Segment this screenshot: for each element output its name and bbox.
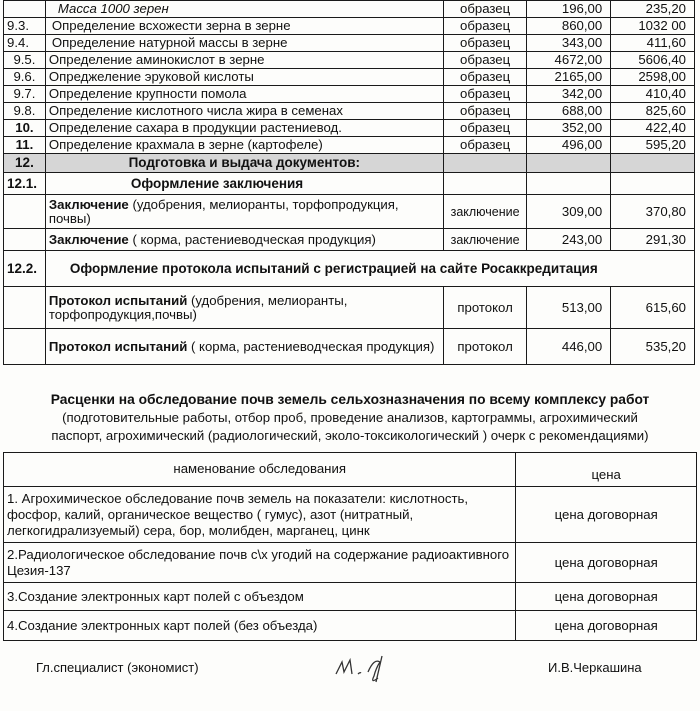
price-table (3, 0, 695, 365)
price-vat: 235,20 (611, 1, 695, 18)
paragraph-line: паспорт, агрохимический (радиологический, эколо-токсикологический ) очерк с рекомендациями) (51, 428, 649, 443)
survey-price: цена договорная (516, 611, 697, 641)
row-number: 9.7. (4, 86, 46, 103)
table-row (4, 69, 695, 86)
price-vat: 422,40 (611, 120, 695, 137)
unit: образец (443, 52, 527, 69)
column-header-price: цена (516, 453, 697, 487)
survey-pricing-paragraph (0, 391, 700, 445)
unit: протокол (443, 329, 527, 365)
service-name: Определение сахара в продукции растениевод. (45, 120, 443, 137)
section-row (4, 173, 695, 195)
unit: образец (443, 18, 527, 35)
row-number (4, 1, 46, 18)
row-number: 11. (4, 137, 46, 154)
unit: образец (443, 120, 527, 137)
price-base: 2165,00 (527, 69, 611, 86)
table-row (4, 611, 697, 641)
price-base: 342,00 (527, 86, 611, 103)
price-base: 860,00 (527, 18, 611, 35)
price-base: 496,00 (527, 137, 611, 154)
signature-block (0, 660, 700, 690)
section-title: Подготовка и выдача документов: (45, 154, 443, 173)
unit: протокол (443, 287, 527, 329)
unit: заключение (443, 195, 527, 229)
section-title: Оформление протокола испытаний с регистрацией на сайте Росаккредитация (45, 251, 694, 287)
table-row (4, 543, 697, 583)
row-number: 9.3. (4, 18, 46, 35)
price-vat: 1032 00 (611, 18, 695, 35)
section-number: 12. (4, 154, 46, 173)
table-row (4, 487, 697, 543)
price-vat: 615,60 (611, 287, 695, 329)
price-vat: 410,40 (611, 86, 695, 103)
price-base: 196,00 (527, 1, 611, 18)
table-row (4, 35, 695, 52)
price-vat: 825,60 (611, 103, 695, 120)
price-base: 343,00 (527, 35, 611, 52)
table-row (4, 1, 695, 18)
table-row (4, 229, 695, 251)
service-name: Определение кислотного числа жира в семенах (45, 103, 443, 120)
price-vat: 370,80 (611, 195, 695, 229)
table-row (4, 120, 695, 137)
paragraph-line: (подготовительные работы, отбор проб, проведение анализов, картограммы, агрохимический (62, 410, 638, 425)
row-number: 9.4. (4, 35, 46, 52)
table-row (4, 329, 695, 365)
survey-name: 3.Создание электронных карт полей с объездом (4, 583, 516, 611)
price-base: 688,00 (527, 103, 611, 120)
survey-name: 2.Радиологическое обследование почв с\х угодий на содержание радиоактивного Цезия-137 (4, 543, 516, 583)
table-row (4, 52, 695, 69)
table-row (4, 86, 695, 103)
unit: образец (443, 69, 527, 86)
table-row (4, 287, 695, 329)
price-base: 243,00 (527, 229, 611, 251)
section-row (4, 154, 695, 173)
section-row (4, 251, 695, 287)
row-number: 10. (4, 120, 46, 137)
unit: образец (443, 137, 527, 154)
price-base: 352,00 (527, 120, 611, 137)
unit: образец (443, 1, 527, 18)
price-vat: 535,20 (611, 329, 695, 365)
service-name: Протокол испытаний ( корма, растениеводческая продукция) (45, 329, 443, 365)
table-row (4, 583, 697, 611)
service-name: Протокол испытаний (удобрения, мелиоранты, торфопродукция,почвы) (45, 287, 443, 329)
survey-price: цена договорная (516, 583, 697, 611)
price-vat: 2598,00 (611, 69, 695, 86)
service-name: Определение крахмала в зерне (картофеле) (45, 137, 443, 154)
price-base: 446,00 (527, 329, 611, 365)
paragraph-heading: Расценки на обследование почв земель сельхозназначения по всему комплексу работ (50, 392, 650, 407)
service-name: Определение всхожести зерна в зерне (45, 18, 443, 35)
signer-name: И.В.Черкашина (548, 660, 642, 675)
service-name: Определение аминокислот в зерне (45, 52, 443, 69)
section-number: 12.2. (4, 251, 46, 287)
handwritten-signature (330, 648, 410, 688)
signer-position: Гл.специалист (экономист) (36, 660, 199, 675)
price-base: 513,00 (527, 287, 611, 329)
price-vat: 411,60 (611, 35, 695, 52)
price-vat: 5606,40 (611, 52, 695, 69)
price-base: 4672,00 (527, 52, 611, 69)
table-row (4, 103, 695, 120)
section-number: 12.1. (4, 173, 46, 195)
price-vat: 595,20 (611, 137, 695, 154)
survey-name: 4.Создание электронных карт полей (без объезда) (4, 611, 516, 641)
service-name: Определение крупности помола (45, 86, 443, 103)
table-row (4, 137, 695, 154)
table-row (4, 195, 695, 229)
row-number: 9.8. (4, 103, 46, 120)
service-name: Заключение (удобрения, мелиоранты, торфопродукция, почвы) (45, 195, 443, 229)
survey-price: цена договорная (516, 543, 697, 583)
service-name: Масса 1000 зерен (45, 1, 443, 18)
table-row (4, 18, 695, 35)
section-title: Оформление заключения (45, 173, 443, 195)
table-header-row (4, 453, 697, 487)
service-name: Заключение ( корма, растениеводческая продукция) (45, 229, 443, 251)
service-name: Опреджеление эруковой кислоты (45, 69, 443, 86)
unit: образец (443, 35, 527, 52)
price-vat: 291,30 (611, 229, 695, 251)
row-number: 9.6. (4, 69, 46, 86)
column-header-name: наменование обследования (4, 453, 516, 487)
price-base: 309,00 (527, 195, 611, 229)
service-name: Определение натурной массы в зерне (45, 35, 443, 52)
unit: образец (443, 103, 527, 120)
row-number: 9.5. (4, 52, 46, 69)
survey-name: 1. Агрохимическое обследование почв земель на показатели: кислотность, фосфор, калий, органическое вещество ( гумус), азот (нитратный, легкогидрализуемый) сера, бор, молибден, марганец, цинк (4, 487, 516, 543)
survey-price: цена договорная (516, 487, 697, 543)
unit: образец (443, 86, 527, 103)
unit: заключение (443, 229, 527, 251)
survey-table (3, 452, 697, 641)
